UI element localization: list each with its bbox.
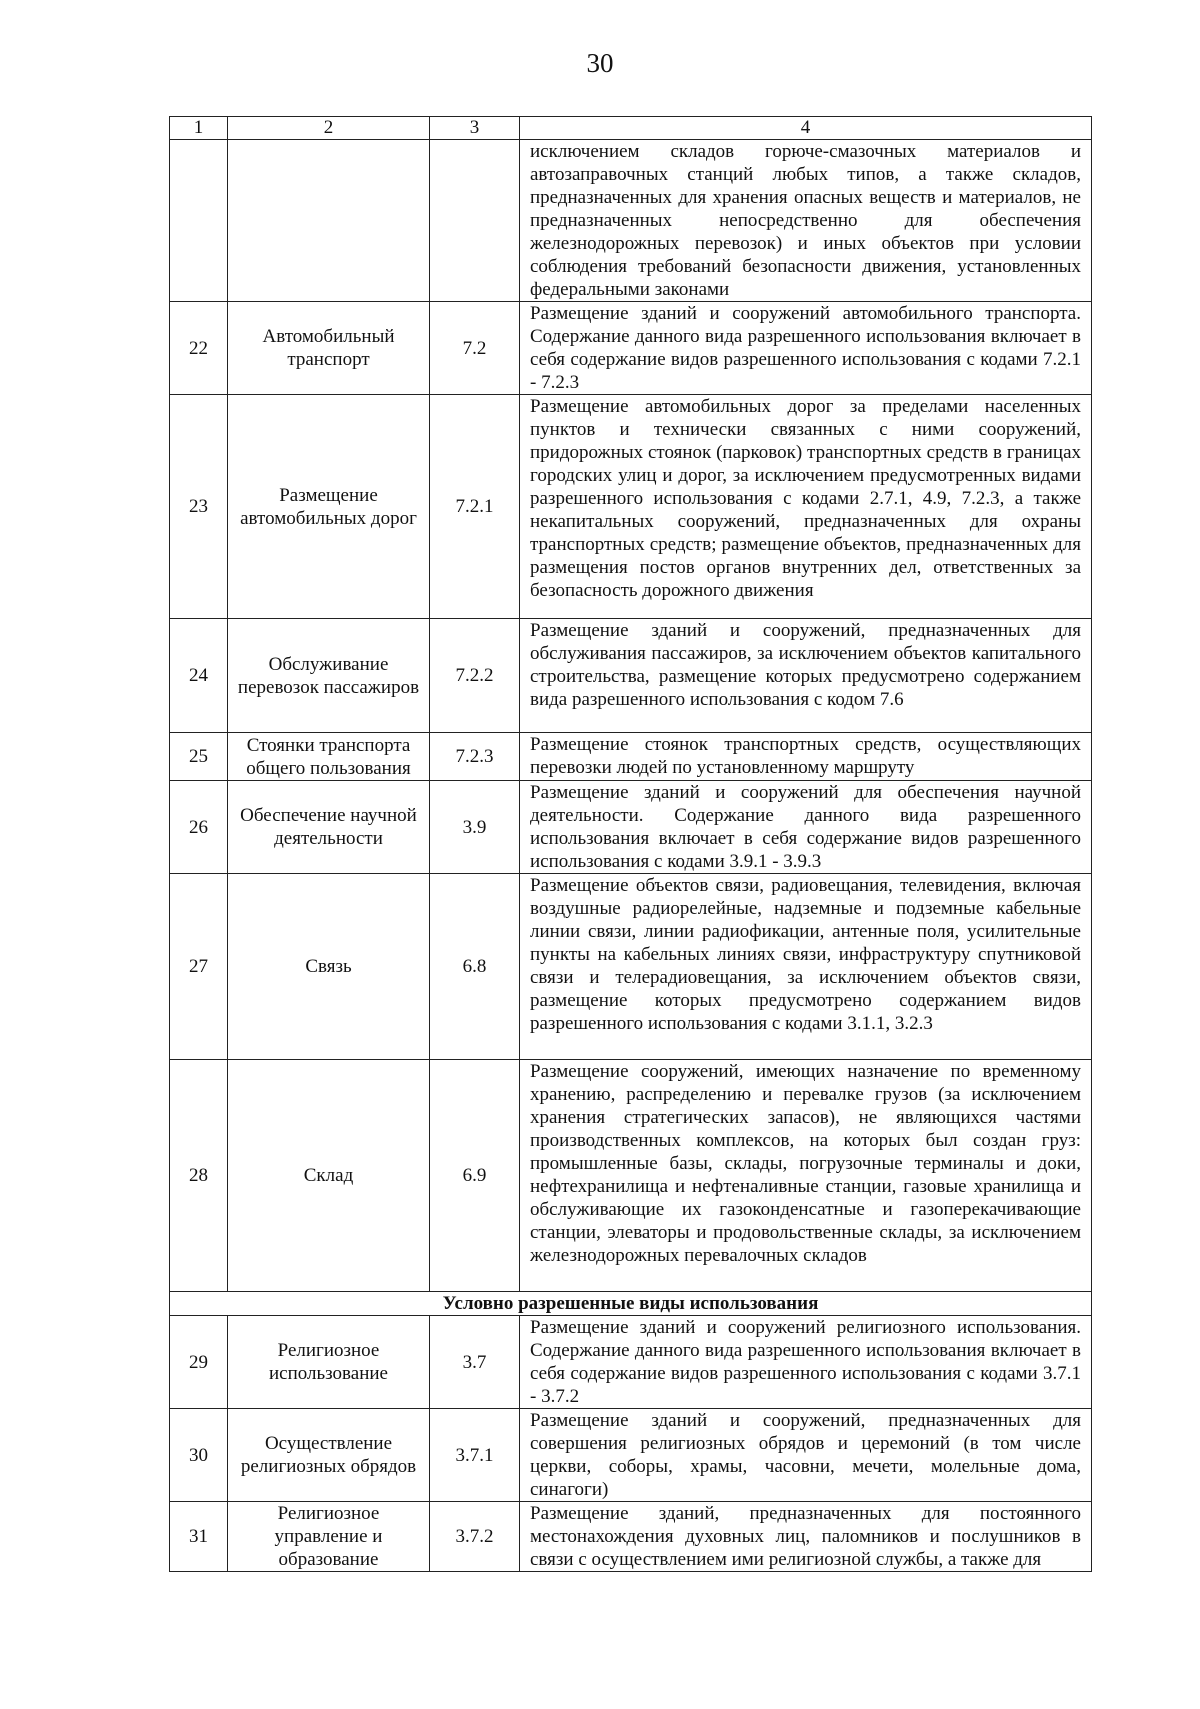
table-row <box>170 619 1092 733</box>
row-desc: Размещение зданий и сооружений для обеспечения научной деятельности. Содержание данного вида разрешенного использования включает в себя содержание видов разрешенного использования с кодами 3.9.1 - 3.9.3 <box>520 781 1092 874</box>
row-code: 7.2 <box>430 302 520 395</box>
table-row <box>170 302 1092 395</box>
row-num: 29 <box>170 1316 228 1409</box>
table-row <box>170 1316 1092 1409</box>
continuation-code <box>430 140 520 302</box>
row-desc: Размещение зданий и сооружений автомобильного транспорта. Содержание данного вида разрешенного использования включает в себя содержание видов разрешенного использования с кодами 7.2.1 - 7.2.3 <box>520 302 1092 395</box>
row-desc: Размещение зданий и сооружений, предназначенных для обслуживания пассажиров, за исключением объектов капитального строительства, размещение которых предусмотрено содержанием вида разрешенного использования с кодом 7.6 <box>520 619 1092 733</box>
table-row <box>170 1060 1092 1292</box>
header-col-1: 1 <box>170 117 228 140</box>
row-num: 23 <box>170 395 228 619</box>
row-desc: Размещение зданий, предназначенных для постоянного местонахождения духовных лиц, паломников и послушников в связи с осуществлением ими религиозной службы, а также для <box>520 1502 1092 1572</box>
section-title: Условно разрешенные виды использования <box>170 1292 1092 1316</box>
table-row <box>170 395 1092 619</box>
row-desc: Размещение объектов связи, радиовещания, телевидения, включая воздушные радиорелейные, надземные и подземные кабельные линии связи, линии радиофикации, антенные поля, усилительные пункты на кабельных линиях связи, инфраструктуру спутниковой связи и телерадиовещания, за исключением объектов связи, размещение которых предусмотрено содержанием видов разрешенного использования с кодами 3.1.1, 3.2.3 <box>520 874 1092 1060</box>
row-name: Автомобильный транспорт <box>228 302 430 395</box>
table-row <box>170 1409 1092 1502</box>
row-name: Религиозное использование <box>228 1316 430 1409</box>
header-col-2: 2 <box>228 117 430 140</box>
land-use-table <box>169 116 1092 1572</box>
row-code: 3.7.1 <box>430 1409 520 1502</box>
row-name: Размещение автомобильных дорог <box>228 395 430 619</box>
row-name: Обеспечение научной деятельности <box>228 781 430 874</box>
row-name: Склад <box>228 1060 430 1292</box>
row-desc: Размещение сооружений, имеющих назначение по временному хранению, распределению и перевалке грузов (за исключением хранения стратегических запасов), не являющихся частями производственных комплексов, на которых был создан груз: промышленные базы, склады, погрузочные терминалы и доки, нефтехранилища и нефтеналивные станции, газовые хранилища и обслуживающие их газоконденсатные и газоперекачивающие станции, элеваторы и продовольственные склады, за исключением железнодорожных перевалочных складов <box>520 1060 1092 1292</box>
row-desc: Размещение зданий и сооружений, предназначенных для совершения религиозных обрядов и церемоний (в том числе церкви, соборы, храмы, часовни, мечети, молельные дома, синагоги) <box>520 1409 1092 1502</box>
row-code: 3.7.2 <box>430 1502 520 1572</box>
row-desc: Размещение зданий и сооружений религиозного использования. Содержание данного вида разрешенного использования включает в себя содержание видов разрешенного использования с кодами 3.7.1 - 3.7.2 <box>520 1316 1092 1409</box>
row-desc: Размещение автомобильных дорог за пределами населенных пунктов и технически связанных с ними сооружений, придорожных стоянок (парковок) транспортных средств в границах городских улиц и дорог, за исключением предусмотренных видами разрешенного использования с кодами 2.7.1, 4.9, 7.2.3, а также некапитальных сооружений, предназначенных для охраны транспортных средств; размещение объектов, предназначенных для размещения постов органов внутренних дел, ответственных за безопасность дорожного движения <box>520 395 1092 619</box>
header-col-3: 3 <box>430 117 520 140</box>
row-code: 3.9 <box>430 781 520 874</box>
row-name: Религиозное управление и образование <box>228 1502 430 1572</box>
row-num: 25 <box>170 733 228 781</box>
row-desc: Размещение стоянок транспортных средств, осуществляющих перевозки людей по установленному маршруту <box>520 733 1092 781</box>
row-code: 7.2.2 <box>430 619 520 733</box>
header-col-4: 4 <box>520 117 1092 140</box>
row-name: Связь <box>228 874 430 1060</box>
table-row <box>170 733 1092 781</box>
page-number: 30 <box>586 48 614 78</box>
row-code: 6.9 <box>430 1060 520 1292</box>
table-row <box>170 1502 1092 1572</box>
row-code: 3.7 <box>430 1316 520 1409</box>
row-num: 22 <box>170 302 228 395</box>
row-num: 31 <box>170 1502 228 1572</box>
continuation-row <box>170 140 1092 302</box>
row-name: Стоянки транспорта общего пользования <box>228 733 430 781</box>
continuation-name <box>228 140 430 302</box>
section-row <box>170 1292 1092 1316</box>
header-row <box>170 117 1092 140</box>
row-code: 7.2.1 <box>430 395 520 619</box>
row-num: 27 <box>170 874 228 1060</box>
row-code: 7.2.3 <box>430 733 520 781</box>
row-num: 24 <box>170 619 228 733</box>
continuation-num <box>170 140 228 302</box>
table-row <box>170 781 1092 874</box>
table-row <box>170 874 1092 1060</box>
row-name: Осуществление религиозных обрядов <box>228 1409 430 1502</box>
row-num: 30 <box>170 1409 228 1502</box>
continuation-text: исключением складов горюче-смазочных материалов и автозаправочных станций любых типов, а также складов, предназначенных для хранения опасных веществ и материалов, не предназначенных непосредственно для обеспечения железнодорожных перевозок) и иных объектов при условии соблюдения требований безопасности движения, установленных федеральными законами <box>520 140 1092 302</box>
row-code: 6.8 <box>430 874 520 1060</box>
row-num: 28 <box>170 1060 228 1292</box>
row-num: 26 <box>170 781 228 874</box>
row-name: Обслуживание перевозок пассажиров <box>228 619 430 733</box>
